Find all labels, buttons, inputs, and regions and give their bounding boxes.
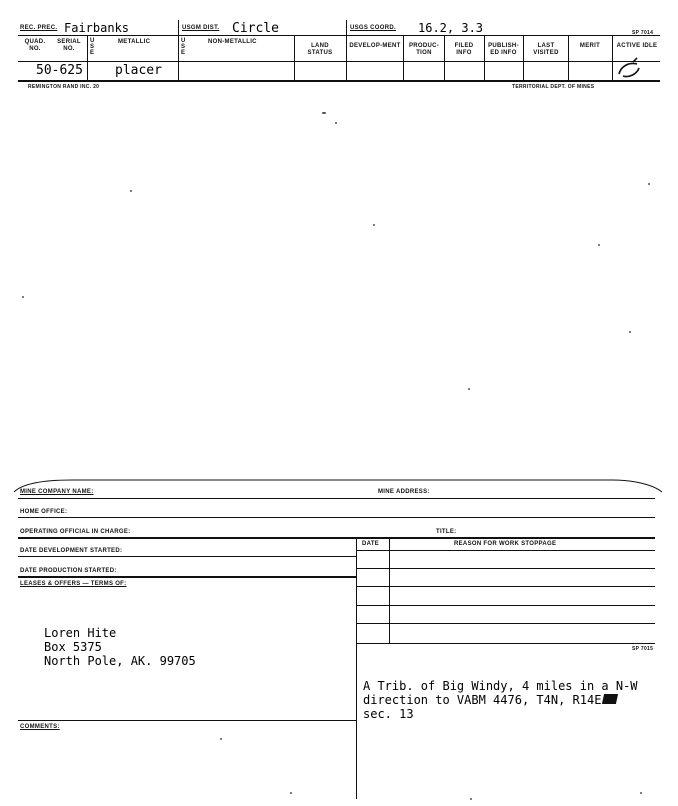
leases-label: LEASES & OFFERS — TERMS OF:: [20, 581, 127, 587]
rec-prec-value: Fairbanks: [64, 21, 130, 35]
serial-no-header: SERIAL NO.: [57, 39, 81, 52]
land-status-header: LAND STATUS: [307, 43, 333, 56]
owner-box: Box 5375: [44, 640, 102, 654]
date-production-label: DATE PRODUCTION STARTED:: [20, 568, 117, 574]
metallic-value: placer: [115, 63, 162, 78]
owner-city: North Pole, AK. 99705: [44, 654, 196, 668]
operating-official-label: OPERATING OFFICIAL IN CHARGE:: [20, 529, 131, 535]
comments-label: COMMENTS:: [20, 724, 60, 730]
last-visited-header: LAST VISITED: [533, 43, 559, 56]
stamp-mark-icon: [615, 56, 645, 80]
date-header: DATE: [362, 541, 380, 547]
merit-header: MERIT: [579, 43, 601, 49]
reason-header: REASON FOR WORK STOPPAGE: [454, 541, 557, 547]
usgs-coord-value: 16.2, 3.3: [418, 21, 484, 35]
location-line-1: A Trib. of Big Windy, 4 miles in a N-W: [363, 679, 638, 693]
center-divider: [356, 537, 357, 799]
mine-address-label: MINE ADDRESS:: [378, 489, 430, 495]
location-line-2: direction to VABM 4476, T4N, R14E: [363, 693, 602, 707]
development-header: DEVELOP-MENT: [349, 43, 401, 49]
use-nonmetallic-header: U S E: [181, 38, 186, 56]
usgm-dist-label: USGM DIST.: [182, 25, 220, 31]
top-form-number: SP 7014: [632, 30, 654, 36]
mine-company-name-label: MINE COMPANY NAME:: [20, 489, 94, 495]
printer-credit: REMINGTON RAND INC. 20: [28, 84, 100, 90]
active-idle-header: ACTIVE IDLE: [616, 43, 658, 49]
metallic-header: METALLIC: [118, 39, 151, 45]
title-label: TITLE:: [436, 529, 457, 535]
bottom-rule: [18, 80, 660, 82]
usgm-dist-value: Circle: [232, 21, 279, 36]
rec-prec-label: REC. PREC.: [20, 25, 58, 31]
record-number: 50-625: [36, 63, 83, 78]
owner-name: Loren Hite: [44, 626, 117, 640]
use-metallic-header: U S E: [90, 38, 95, 56]
non-metallic-header: NON-METALLIC: [208, 39, 257, 45]
usgs-coord-label: USGS COORD.: [350, 25, 396, 31]
redaction-mark: [602, 694, 618, 704]
bottom-form-number: SP 7015: [632, 646, 654, 652]
department-name: TERRITORIAL DEPT. OF MINES: [512, 84, 595, 90]
filed-info-header: FILED INFO: [454, 43, 474, 56]
location-line-3: sec. 13: [363, 707, 414, 721]
header-rule: [18, 61, 660, 62]
date-development-label: DATE DEVELOPMENT STARTED:: [20, 548, 123, 554]
published-info-header: PUBLISH-ED INFO: [488, 43, 519, 56]
card-edge: [12, 474, 664, 494]
home-office-label: HOME OFFICE:: [20, 509, 68, 515]
top-rule: [18, 35, 660, 36]
quad-no-header: QUAD. NO.: [24, 39, 46, 52]
production-header: PRODUC-TION: [408, 43, 440, 56]
